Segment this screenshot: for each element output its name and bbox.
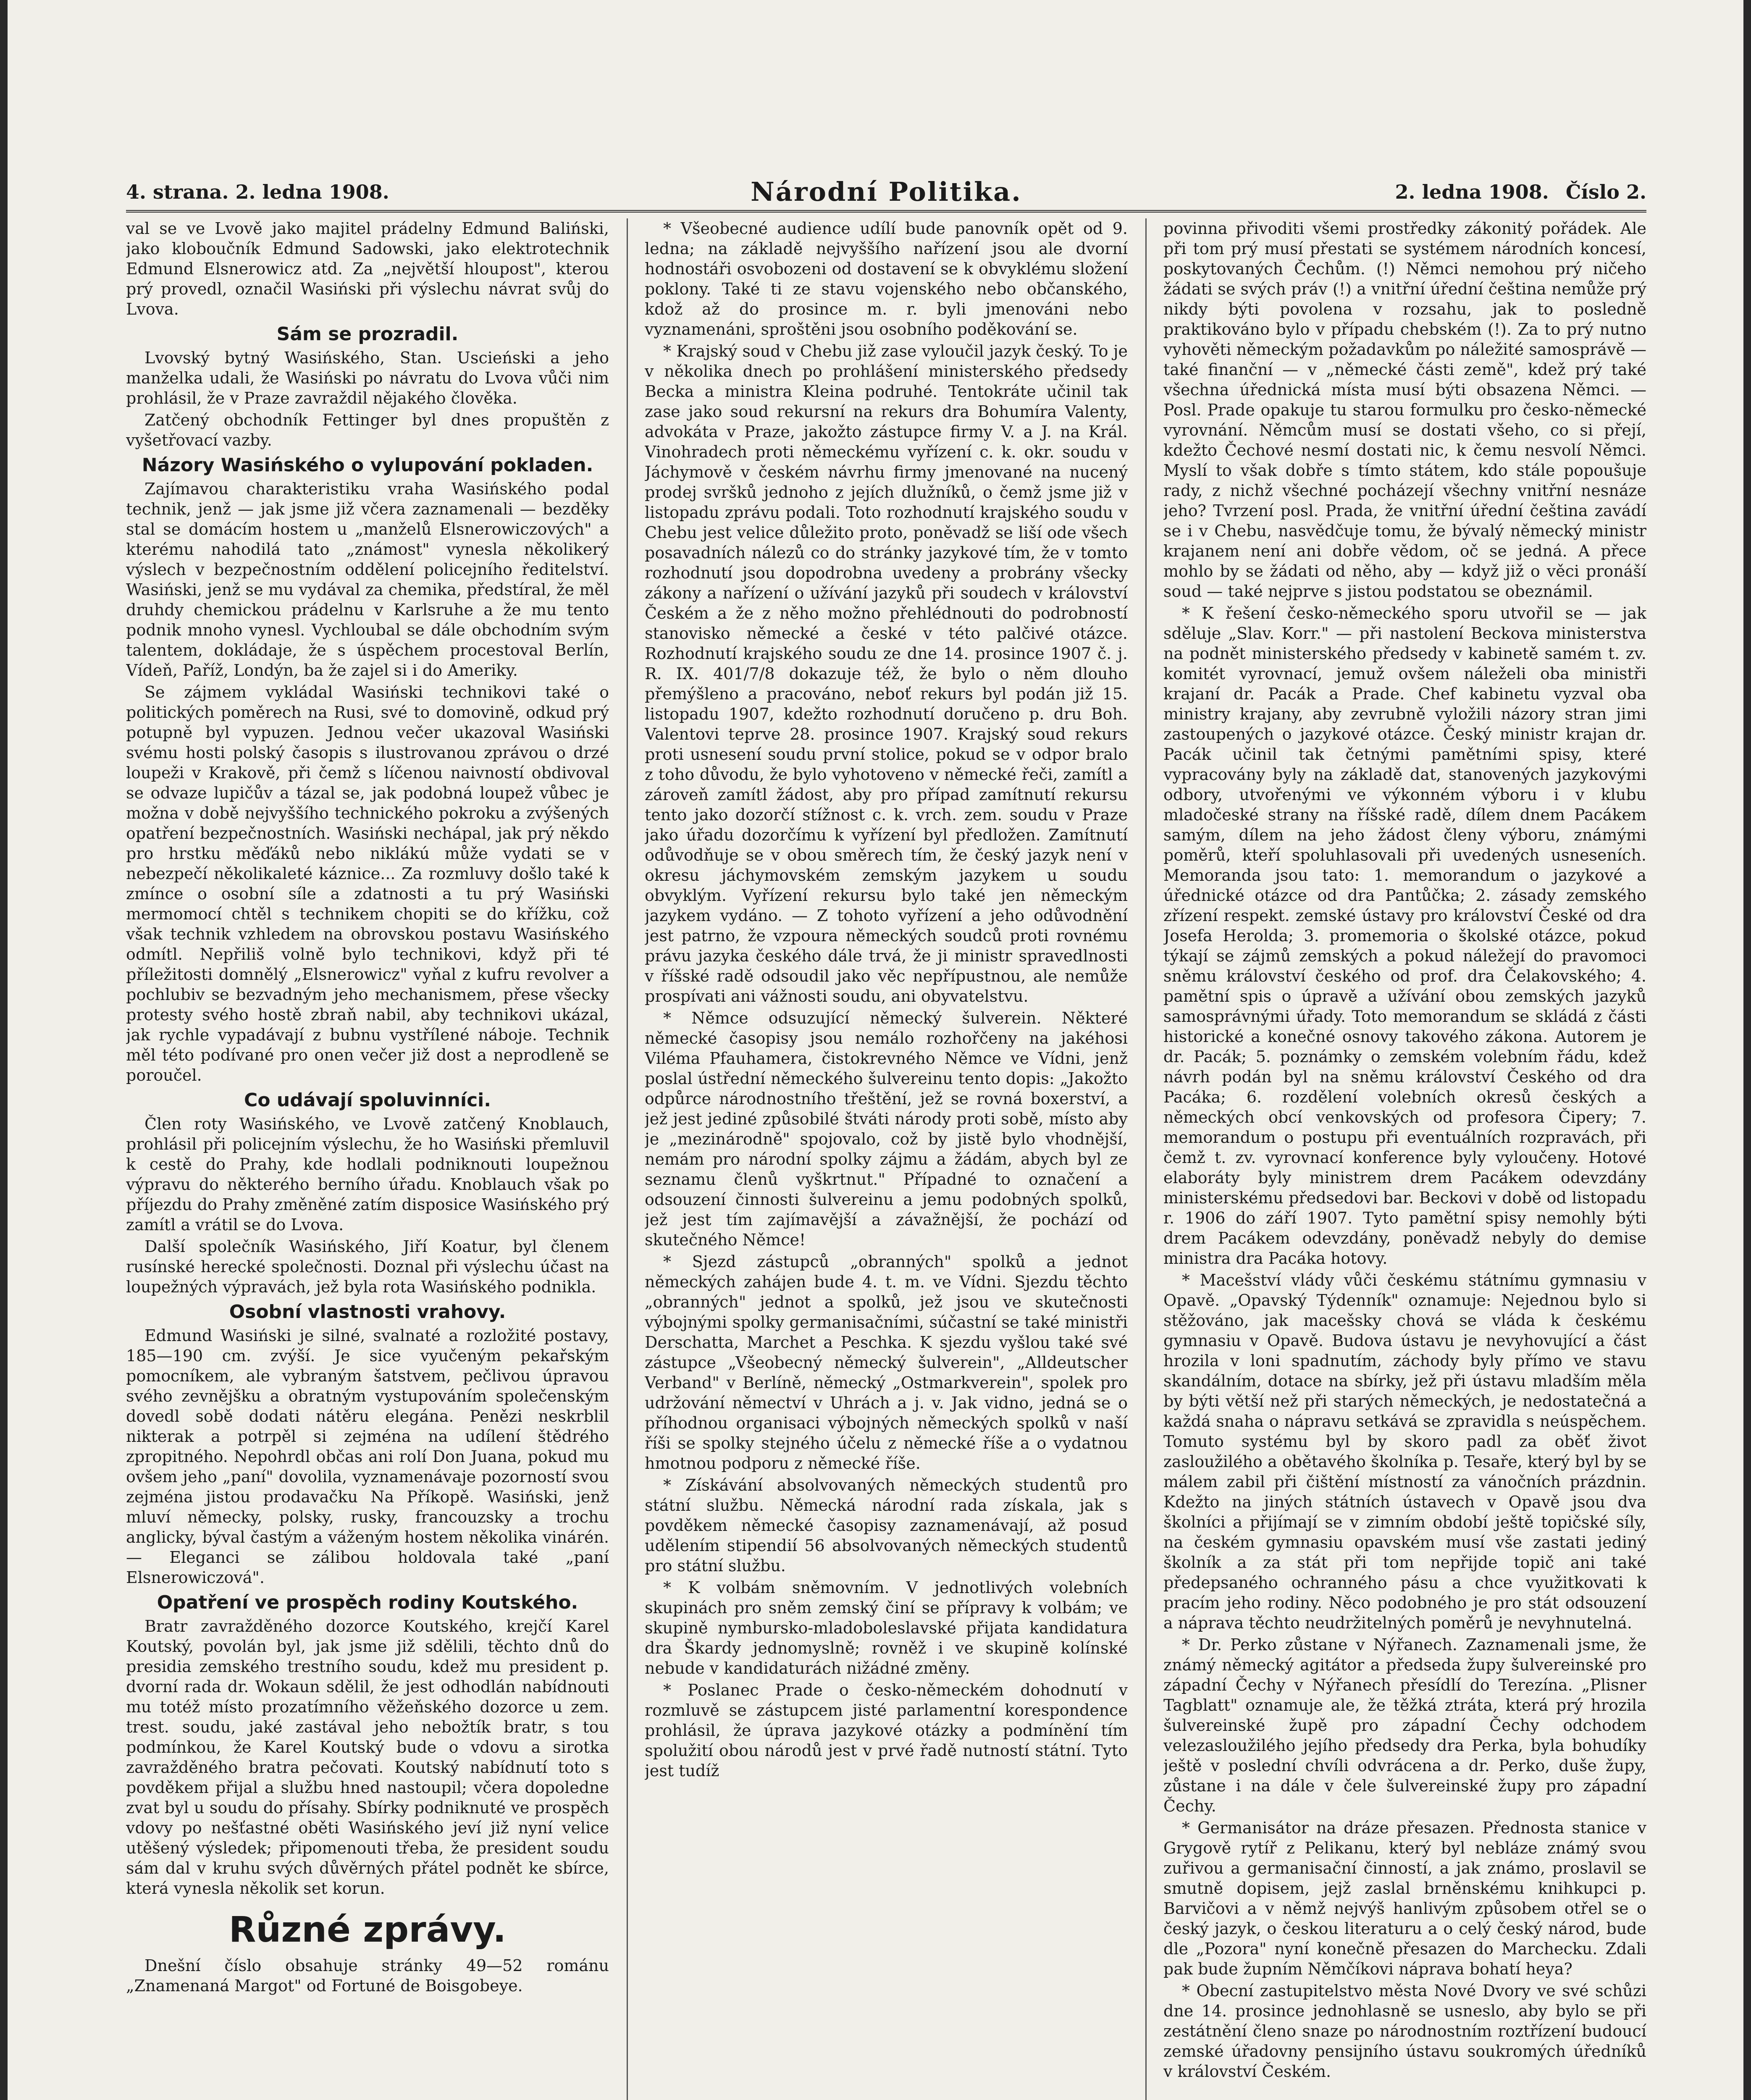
paragraph: Lvovský bytný Wasińského, Stan. Uscieński a jeho manželka udali, že Wasiński po návratu do Lvova vůči nim prohlásil, že v Praze zavraždil nějakého člověka. bbox=[126, 349, 609, 407]
article-columns bbox=[126, 218, 1646, 2100]
news-item: * Sjezd zástupců „obranných" spolků a jednot německých zahájen bude 4. t. m. ve Vídni. Sjezdu těchto „obranných" jednot a spolků, jež jsou ve skutečnosti výbojnými spolky germanisačními, súčastní se také ministři Derschatta, Marchet a Peschka. K sjezdu vyšlou také své zástupce „Všeobecný německý šulverein", „Alldeutscher Verband" v Berlíně, německý „Ostmarkverein", spolek pro udržování němectví v Uhrách a j. v. Jak vidno, jedná se o příhodnou organisaci výbojných německých spolků v naší říši se spolky stejného účelu z německé říše a o vydatnou hmotnou podporu z německé říše. bbox=[645, 1252, 1128, 1473]
news-item: * Germanisátor na dráze přesazen. Přednosta stanice v Grygově rytíř z Pelikanu, který byl nebláze známý svou zuřivou a germanisační činností, a jak známo, proslavil se smutně dopisem, jejž zaslal brněnskému knihkupci p. Barvičovi a v němž nejvýš hanlivým způsobem otřel se o český jazyk, o českou literaturu a o celý český národ, bude dle „Pozora" nyní konečně přesazen do Marchecku. Zdali pak bude župním Němčíkovi náprava bohatí heya? bbox=[1163, 1819, 1646, 1978]
news-item: * Poslanec Prade o česko-německém dohodnutí v rozmluvě se zástupcem jisté parlamentní korespondence prohlásil, že úprava jazykové otázky a podmínění tím spolužití obou národů jest v prvé řadě nutností státní. Tyto jest tudíž bbox=[645, 1681, 1128, 1780]
news-item: * K volbám sněmovním. V jednotlivých volebních skupinách pro sněm zemský činí se přípravy k volbám; ve skupině nymbursko-mladoboleslavské přijata kandidatura dra Škardy jednomyslně; rovněž i ve skupině kolínské nebude v kandidaturách nižádné změny. bbox=[645, 1578, 1128, 1677]
scan-edge-right bbox=[1743, 0, 1751, 2100]
paragraph: Zajímavou charakteristiku vraha Wasińského podal technik, jenž — jak jsme již včera zaznamenali — bezděky stal se domácím hostem u „manželů Elsnerowiczových" a kterému nahodilá tato „známost" vynesla několikerý výslech v bezpečnostním oddělení policejního ředitelství. Wasiński, jenž se mu vydával za chemika, předstíral, že měl druhdy chemickou prádelnu v Karlsruhe a že mu tento podnik mnoho vynesl. Vychloubal se dále obchodním svým talentem, dokládaje, že s úspěchem procestoval Berlín, Vídeň, Paříž, Londýn, ba že zajel si i do Ameriky. bbox=[126, 480, 609, 680]
section-heading: Osobní vlastnosti vrahovy. bbox=[229, 1301, 506, 1323]
paragraph: Bratr zavražděného dozorce Koutského, krejčí Karel Koutský, povolán byl, jak jsme již sdělili, těchto dnů do presidia zemského trestního soudu, kdež mu president p. dvorní rada dr. Wokaun sdělil, že jest odhodlán nabídnouti mu totéž místo prozatímního věžeňského dozorce u zem. trest. soudu, jaké zastával jeho nebožtík bratr, s tou podmínkou, že Karel Koutský bude o vdovu a sirotka zavražděného bratra pečovati. Koutský nabídnutí toto s povděkem přijal a službu hned nastoupil; včera dopoledne zvat byl u soudu do přísahy. Sbírky podniknuté ve prospěch vdovy po nešťastné oběti Wasińského jeví již nyní velice utěšený výsledek; připomenouti třeba, že president soudu sám dal v kruhu svých důvěrných přátel podnět ke sbírce, která vynesla několik set korun. bbox=[126, 1617, 609, 1898]
column-1 bbox=[126, 218, 609, 2100]
paragraph: Se zájmem vykládal Wasiński technikovi také o politických poměrech na Rusi, své to domovině, odkud prý potupně byl vypuzen. Jednou večer ukazoval Wasiński svému hosti polský časopis s ilustrovanou zprávou o drzé loupeži v Krakově, při čemž s líčenou naivností obdivoval se odvaze lupičův a tázal se, jak podobná loupež vůbec je možna v době nejvyššího technického pokroku a zvýšených opatření bezpečnostních. Wasiński nechápal, jak prý někdo pro hrstku měďáků nebo niklákú může vydati se v nebezpečí několikaleté kázniсe... Za rozmluvy došlo také k zmínce o osobní síle a zdatnosti a tu prý Wasiński mermomocí chtěl s technikem chopiti se do křížku, což však technik vzhledem na obrovskou postavu Wasińského odmítl. Nepřiliš volně bylo technikovi, když při té příležitosti domnělý „Elsnerowicz" vyňal z kufru revolver a pochlubiv se bezvadným jeho mechanismem, přese všecky protesty svého hostě zbraň nabil, aby technikovi ukázal, jak rychle vypadávají z bubnu vystřílené náboje. Technik měl této podívané pro onen večer již dost a neprodleně se poroučel. bbox=[126, 683, 609, 1084]
news-item: * Obecní zastupitelstvo města Nové Dvory ve své schůzi dne 14. prosince jednohlasně se usneslo, aby bylo se při zestátnění členo snaze po národnostním roztřízení budoucí zemské úřadovny pensijního ústavu soukromých úředníků v království Českém. bbox=[1163, 1982, 1646, 2081]
paragraph: Člen roty Wasińského, ve Lvově zatčený Knoblauch, prohlásil při policejním výslechu, že ho Wasiński přemluvil k cestě do Prahy, kde hodlali podniknouti loupežnou výpravu do některého berního úřadu. Knoblauch však po příjezdu do Prahy změněné zatím disposice Wasińského prý zamítl a vrátil se do Lvova. bbox=[126, 1115, 609, 1234]
column-2 bbox=[645, 218, 1128, 2100]
newspaper-title: Národní Politika. bbox=[751, 176, 1022, 207]
paragraph: val se ve Lvově jako majitel prádelny Edmund Baliński, jako kloboučník Edmund Sadowski, jako elektrotechnik Edmund Elsnerowicz atd. Za „největší hloupost", kterou prý provedl, označil Wasiński při výslechu návrat svůj do Lvova. bbox=[126, 219, 609, 318]
masthead-right bbox=[1395, 181, 1646, 203]
paragraph: Další společník Wasińského, Jiří Koatur, byl členem rusínské herecké společnosti. Doznal při výslechu účast na loupežných výpravách, jež byla rota Wasińského podnikla. bbox=[126, 1237, 609, 1296]
masthead bbox=[126, 176, 1646, 213]
section-title: Různé zprávy. bbox=[228, 1909, 507, 1950]
news-item: * Dr. Perko zůstane v Nýřanech. Zaznamenali jsme, že známý německý agitátor a předseda župy šulvereinské pro západní Čechy v Nýřanech přesídlí do Terezína. „Plisner Tagblatt" oznamuje ale, že těžká ztráta, která prý hrozila šulvereinské župě pro západní Čechy odchodem velezasloužilého jejího předsedy dra Perka, byla bohudíky ještě v poslední chvíli odvrácena a dr. Perko, duše župy, zůstane i na dále v čele šulvereinské župy pro západní Čechy. bbox=[1163, 1635, 1646, 1815]
section-heading: Co udávají spoluvinníci. bbox=[244, 1089, 491, 1111]
column-3 bbox=[1163, 218, 1646, 2100]
news-item: * Všeobecné audience udílí bude panovník opět od 9. ledna; na základě nejvyššího nařízení jsou ale dvorní hodnostáři osvobozeni od dostavení se k obvyklému složení poklony. Také ti ze stavu vojenského nebo občanského, kdož až do prosince m. r. byli jmenováni nebo vyznamenáni, sproštěni jsou osobního poděkování se. bbox=[645, 219, 1128, 339]
news-item: * Macešství vlády vůči českému státnímu gymnasiu v Opavě. „Opavský Týdenník" oznamuje: Nejednou bylo si stěžováno, jak macešsky chová se vláda k českému gymnasiu v Opavě. Budova ústavu je nevyhovující a část hrozila v loni spadnutím, záchody byly přímo ve stavu skandálním, dotace na sbírky, jež při ústavu mladším měla by býti větší než při starých německých, je nedostatečná a každá snaha o nápravu setkává se zpravidla s neúspěchem. Tomuto systému byl by skoro padl za oběť život zasloužilého a obětavého školníka p. Tesaře, který byl by se málem zabil při čištění místností za vánočních prázdnin. Kdežto na jiných státních ústavech v Opavě jsou dva školníci a přijímají se v zimním období ještě topičské síly, na českém gymnasiu opavském musí vše zastati jediný školník a za stát při tom nepřijde topič ani také předepsaného ochranného pásu a chce využitkovati k pracím jeho rodiny. Něco podobného je pro stát odsouzení a náprava těchto neudržitelných poměrů je nevyhnutelná. bbox=[1163, 1271, 1646, 1632]
paragraph: Zatčený obchodník Fettinger byl dnes propuštěn z vyšetřovací vazby. bbox=[126, 411, 609, 449]
news-item: * Získávání absolvovaných německých studentů pro státní službu. Německá národní rada získala, jak s povděkem německé časopisy zaznamenávají, až posud udělením stipendií 56 absolvovaných německých studentů pro státní službu. bbox=[645, 1476, 1128, 1575]
news-item: * Krajský soud v Chebu již zase vyloučil jazyk český. To je v několika dnech po prohlášení ministerského předsedy Becka a ministra Kleina podruhé. Tentokráte učinil tak zase jako soud rekursní na rekurs dra Bohumíra Valenty, advokáta v Praze, jakožto zástupce firmy V. a J. na Král. Vinohradech proti německému vyřízení c. k. okr. soudu v Jáchymově v českém návrhu firmy jmenované na nucený prodej svršků jednoho z jejích dlužníků, o čemž jsme již v listopadu zprávu podali. Toto rozhodnutí krajského soudu v Chebu jest velice důležito proto, poněvadž se liší ode všech posavadních nálezů co do stránky jazykové tím, že v tomto rozhodnutí jsou dopodrobna uvedeny a probrány všecky zákony a nařízení o užívání jazyků při soudech v království Českém a že z něho možno přehlédnouti do podrobností stanovisko německé a české v této palčivé otázce. Rozhodnutí krajského soudu ze dne 14. prosince 1907 č. j. R. IX. 401/7/8 dokazuje též, že bylo o něm dlouho přemýšleno a pracováno, neboť rekurs byl podán již 15. listopadu 1907, kdežto rozhodnutí doručeno p. dru Boh. Valentovi teprve 28. prosince 1907. Krajský soud rekurs proti usnesení soudu první stolice, pokud se v odpor bralo z toho důvodu, že bylo vyhotoveno v německé řeči, zamítl a zároveň zamítl žádost, aby pro případ zamítnutí rekursu tento jako dozorčí stížnost c. k. vrch. zem. soudu v Praze jako úřadu dozorčímu k vyřízení byl předložen. Zamítnutí odůvodňuje se v obou směrech tím, že český jazyk není v okresu jáchymovském zemským jazykem u soudu obvyklým. Vyřízení rekursu bylo také jen německým jazykem vydáno. — Z tohoto vyřízení a jeho odůvodnění jest patrno, že vzpoura německých soudců proti rovnému právu jazyka českého dále trvá, že ji ministr spravedlnosti v říšské radě odsoudil jako věc nepřípustnou, ale nemůže prospívati ani vážnosti soudu, ani obyvatelstvu. bbox=[645, 342, 1128, 1005]
newspaper-page bbox=[126, 176, 1646, 2100]
issue-date-right: 2. ledna 1908. bbox=[1395, 181, 1549, 203]
scan-edge-left bbox=[0, 0, 8, 2100]
issue-date-left: 2. ledna 1908. bbox=[235, 181, 389, 203]
issue-number: Číslo 2. bbox=[1565, 181, 1646, 203]
section-heading: Názory Wasińského o vylupování pokladen. bbox=[142, 454, 593, 476]
news-item: * Němce odsuzující německý šulverein. Některé německé časopisy jsou nemálo rozhořčeny na jakéhosi Viléma Pfauhamera, čistokrevného Němce ve Vídni, jenž poslal ústřední německého šulvereinu tento dopis: „Jakožto odpůrce národnostního třeštění, jež se rovná boxerství, a jež jest jediné způsobilé štváti národy proti sobě, místo aby je „mezinárodně" spojovalo, což by jistě bylo vhodnější, nemám pro národní spolky zájmu a žádám, abych byl ze seznamu členů vyškrtnut." Případné to označení a odsouzení činnosti šulvereinu a jemu podobných spolků, jež jest tím zajímavější a závažnější, že pochází od skutečného Němce! bbox=[645, 1009, 1128, 1249]
paragraph: Dnešní číslo obsahuje stránky 49—52 románu „Znamenaná Margot" od Fortuné de Boisgobeye. bbox=[126, 1956, 609, 1995]
section-heading: Opatření ve prospěch rodiny Koutského. bbox=[157, 1592, 578, 1613]
news-item: povinna přivoditi všemi prostředky zákonitý pořádek. Ale při tom prý musí přestati se systémem národních koncesí, poskytovaných Čechům. (!) Němci nemohou prý ničeho žádati se svých práv (!) a vnitřní úřední čeština nemůže prý nikdy býti povolena v rozsahu, jak to posledně praktikováno bylo v případu chebském (!). Za to prý nutno vyhověti německým požadavkům po náležité samosprávě — také finanční — v „německé části země", kdež prý také všechna úřednická místa musí býti obsazena Němci. — Posl. Prade opakuje tu starou formulku pro česko-německé vyrovnání. Němcům musí se dostati všeho, co si přejí, kdežto Čechové nesmí dostati nic, k čemu nesvolí Němci. Myslí to však dobře s tímto státem, kdo stále popoušuje rady, z nichž všechné pocházejí všechny vnitřní nesnáze jeho? Tvrzení posl. Prada, že vnitřní úřední čeština zavádí se i v Chebu, nasvědčuje tomu, že bývalý německý ministr krajanem není ani dobře vědom, oč se jedná. A přece mohlo by se žádati od něho, aby — když již o věci pronáší soud — také nejprve s jistou podstatou se obeznámil. bbox=[1163, 219, 1646, 601]
paragraph: Edmund Wasiński je silné, svalnaté a rozložité postavy, 185—190 cm. zvýší. Je sice vyučeným pekařským pomocníkem, ale vybraným šatstvem, pečlivou úpravou svého zevnějšku a obratným vystupováním společenským dovedl sobě dodati nátěru elegána. Penězi neskrblil nikterak a potrpěl si zejména na udílení štědrého zpropitného. Nepohrdl občas ani rolí Don Juana, pokud mu ovšem jeho „paní" dovolila, vyznamenávaje pozorností svou zejména jistou prodavačku Na Příkopě. Wasiński, jenž mluví německy, polsky, rusky, francouzsky a trochu anglicky, býval častým a váženým hostem několika vinárén. — Eleganci se zálibou holdovala také „paní Elsnerowiczová". bbox=[126, 1326, 609, 1587]
section-heading: Sám se prozradil. bbox=[276, 323, 459, 345]
page-number: 4. strana. bbox=[126, 181, 229, 203]
news-item: * K řešení česko-německého sporu utvořil se — jak sděluje „Slav. Korr." — při nastolení Beckova ministerstva na podnět ministerského předsedy v kabinetě samém t. zv. komitét vyrovnací, jemuž ovšem náleželi oba ministři krajaní dr. Pacák a Prade. Chef kabinetu vyzval oba ministry krajany, aby zevrubně vyložili názory stran jimi zastoupených o jazykové otázce. Český ministr krajan dr. Pacák učinil tak četnými pamětními spisy, které vypracovány byly na základě dat, stanovených jazykovými odbory, utvořenými ve výkonném výboru i v klubu mladočeské strany na říšské radě, dílem dnem Pacákem samým, dílem na jeho žádost členy výboru, známými poměrů, kteří spoluhlasovali při uvedených usneseních. Memoranda jsou tato: 1. memorandum o jazykové a úřednické otázce od dra Pantůčka; 2. zásady zemského zřízení respekt. zemské ústavy pro království České od dra Josefa Herolda; 3. promemoria o školské otázce, pokud týkají se zájmů zemských a pokud náležejí do pravomoci sněmu království českého od prof. dra Čelakovského; 4. pamětní spis o úpravě a užívání obou zemských jazyků samosprávnými úřady. Toto memorandum se skládá z části historické a konečné osnovy takového zákona. Autorem je dr. Pacák; 5. poznámky o zemském volebním řádu, kdež návrh podán byl na sněmu království Českého od dra Pacáka; 6. rozdělení volebních okresů českých a německých obcí venkovských od profesora Čipery; 7. memorandum o postupu při eventuálních rozpravách, při čemž t. zv. vyrovnací konference byly vyloučeny. Hotové elaboráty byly ministrem drem Pacákem odevzdány ministerskému předsedovi bar. Beckovi v době od listopadu r. 1906 do září 1907. Tyto pamětní spisy nemohly býti drem Pacákem odevzdány, poněvadž nebyly do demise ministra dra Pacáka hotovy. bbox=[1163, 604, 1646, 1268]
